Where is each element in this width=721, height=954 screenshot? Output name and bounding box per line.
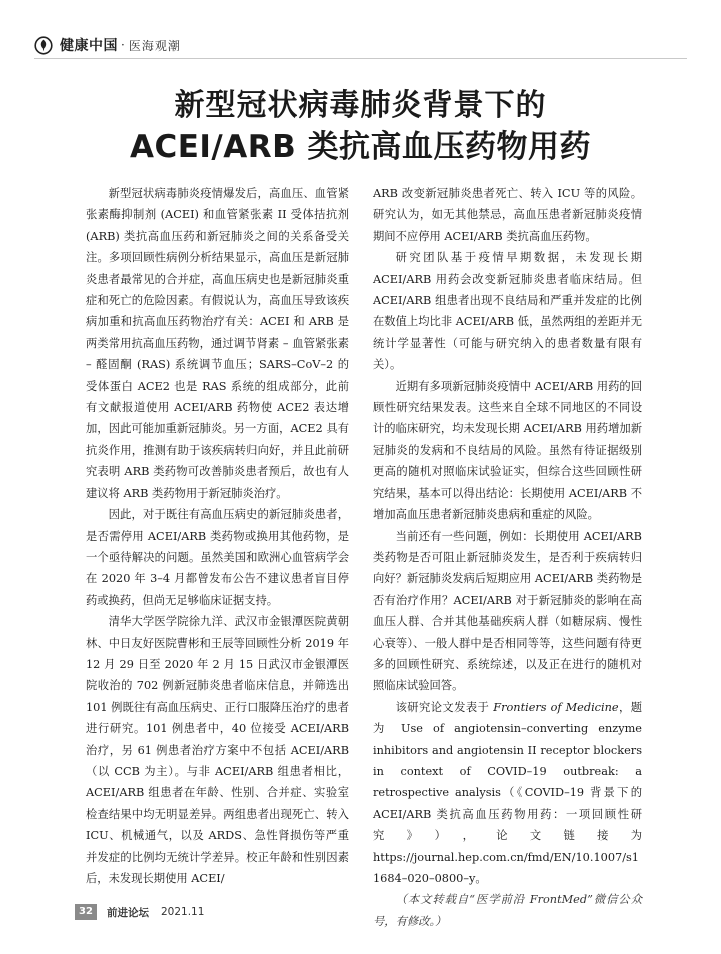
reprint-note: （本文转载自“医学前沿 FrontMed”微信公众号，有修改。） [373,893,642,928]
publication-intro: 该研究论文发表于 [395,700,494,714]
header-divider [34,58,687,59]
journal-title: Frontiers of Medicine [493,700,619,714]
page-footer [75,903,204,921]
article-title-line-1: 新型冠状病毒肺炎背景下的 [174,88,547,123]
article-title-line-2: ACEI/ARB 类抗高血压药物用药 [129,129,592,165]
body-paragraph: 研究团队基于疫情早期数据，未发现长期 ACEI/ARB 用药会改变新冠肺炎患者临床结局。但 ACEI/ARB 组患者出现不良结局和严重并发症的比例在数值上均比非 ACEI/ARB 低，虽然两组的差距并无统计学显著性（可能与研究纳入的患者数量有限有关）。 [373,251,642,372]
body-paragraph: 新型冠状病毒肺炎疫情爆发后，高血压、血管紧张素酶抑制剂 (ACEI) 和血管紧张素 II 受体拮抗剂 (ARB) 类抗高血压药和新冠肺炎之间的关系备受关注。多项回顾性病例分析结果显示，高血压是新冠肺炎患者最常见的合并症，高血压病史也是新冠肺炎重症和死亡的危险因素。有假说认为，高血压导致该疾病加重和抗高血压药物治疗有关：ACEI 和 ARB 是两类常用抗高血压药物，通过调节肾素 – 血管紧张素 – 醛固酮 (RAS) 系统调节血压；SARS–CoV–2 的受体蛋白 ACE2 也是 RAS 系统的组成部分，此前有文献报道使用 ACEI/ARB 药物使 ACE2 表达增加，因此可能加重新冠肺炎。另一方面，ACE2 具有抗炎作用，推测有助于该疾病转归向好，并且此前研究表明 ARB 类药物可改善肺炎患者预后，故也有人建议将 ARB 类药物用于新冠肺炎治疗。 [86,187,349,500]
body-paragraph: 当前还有一些问题，例如：长期使用 ACEI/ARB 类药物是否可阻止新冠肺炎发生，是否利于疾病转归向好？新冠肺炎发病后短期应用 ACEI/ARB 类药物是否有治疗作用？ACEI/ARB 对于新冠肺炎的影响在高血压人群、合并其他基础疾病人群（如糖尿病、慢性心衰等）、一般人群中是否相同等等，这些问题有待更多的回顾性研究、系统综述，以及正在进行的随机对照临床试验回答。 [373,529,642,693]
footer-journal-name: 前进论坛 [107,906,149,919]
column-name: 医海观潮 [128,38,181,53]
body-paragraph: 因此，对于既往有高血压病史的新冠肺炎患者，是否需停用 ACEI/ARB 类药物或换用其他药物，是一个亟待解决的问题。虽然美国和欧洲心血管病学会在 2020 年 3–4 月都曾发布公告不建议患者盲目停药或换药，但尚无足够临床证据支持。 [86,508,349,607]
page-number: 32 [75,904,97,920]
body-paragraph-continued: ARB 改变新冠肺炎患者死亡、转入 ICU 等的风险。研究认为，如无其他禁忌，高血压患者新冠肺炎疫情期间不应停用 ACEI/ARB 类抗高血压药物。 [373,187,642,243]
footer-issue: 2021.11 [161,906,205,918]
right-column [373,183,642,932]
page-header [34,34,181,56]
publication-paragraph [373,697,642,890]
header-separator: · [121,38,126,52]
journal-name: 健康中国 [60,38,118,54]
body-paragraph: 清华大学医学院徐九洋、武汉市金银潭医院黄朝林、中日友好医院曹彬和王辰等回顾性分析 2019 年 12 月 29 日至 2020 年 2 月 15 日武汉市金银潭医院收治的 702 例新冠肺炎患者临床信息，并筛选出 101 例既往有高血压病史、正行口服降压治疗的患者进行研究。101 例患者中，40 位接受 ACEI/ARB 治疗，另 61 例患者治疗方案中不包括 ACEI/ARB（以 CCB 为主）。与非 ACEI/ARB 组患者相比，ACEI/ARB 组患者在年龄、性别、合并症、实验室检查结果中均无明显差异。两组患者出现死亡、转入 ICU、机械通气，以及 ARDS、急性肾损伤等严重并发症的比例均无统计学差异。校正年龄和性别因素后，未发现长期使用 ACEI/ [86,615,349,885]
journal-logo-icon [34,36,53,55]
left-column [86,183,349,889]
body-paragraph: 近期有多项新冠肺炎疫情中 ACEI/ARB 用药的回顾性研究结果发表。这些来自全球不同地区的不同设计的临床研究，均未发现长期 ACEI/ARB 用药增加新冠肺炎的发病和不良结局的风险。虽然有待证据级别更高的随机对照临床试验证实，但综合这些回顾性研究结果，基本可以得出结论：长期使用 ACEI/ARB 不增加高血压患者新冠肺炎患病和重症的风险。 [373,379,642,522]
publication-details: ，题为 Use of angiotensin–converting enzyme inhibitors and angiotensin II receptor blockers in context of COVID–19 outbreak: a retrospective analysis（《COVID–19 背景下的 ACEI/ARB 类抗高血压药物用药：一项回顾性研究》），论文链接为 https://journal.hep.com.cn/fmd/EN/10.1007/s11684–020–0800–y。 [373,700,643,885]
